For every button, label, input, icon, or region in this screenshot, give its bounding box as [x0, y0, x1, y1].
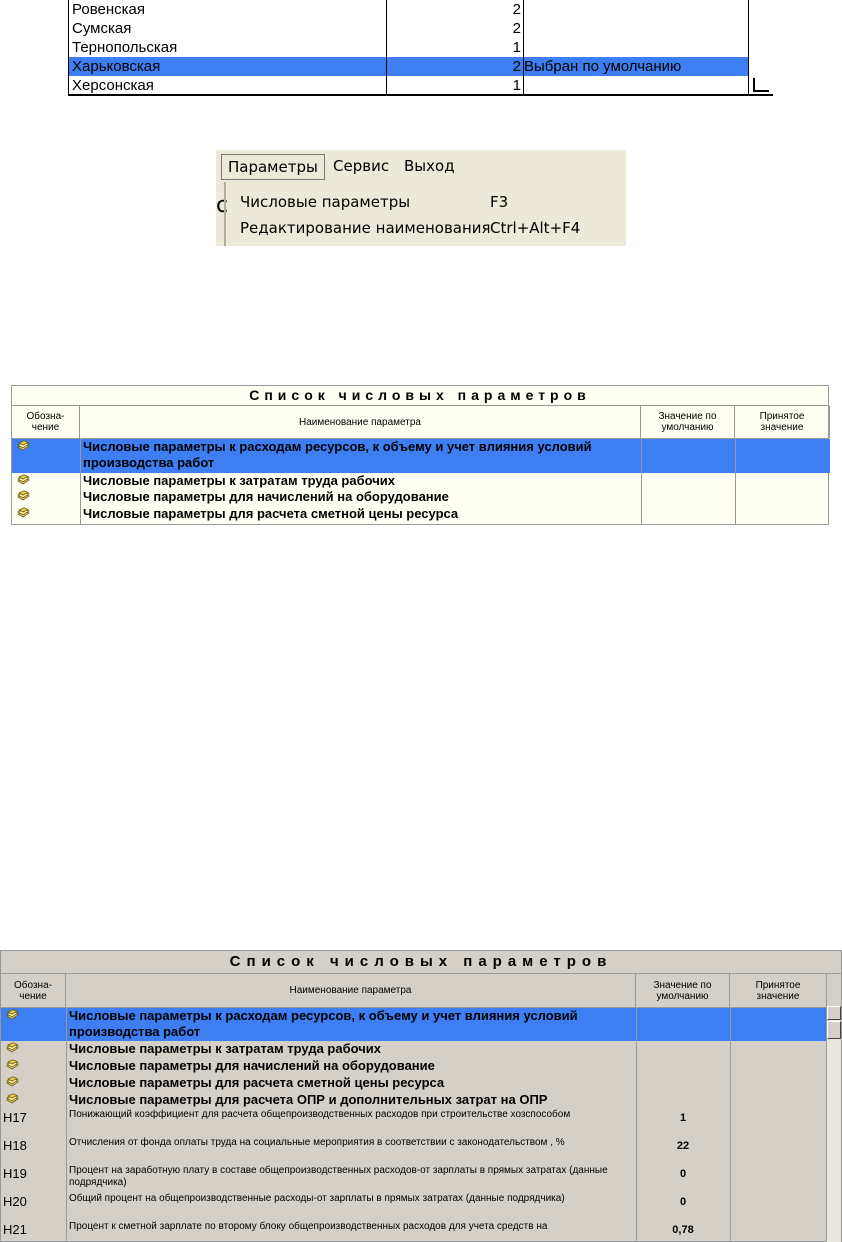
code-cell — [1, 1075, 66, 1092]
accepted-value[interactable] — [730, 1137, 827, 1165]
parameter-row[interactable] — [1, 1109, 827, 1137]
code-cell — [1, 1109, 66, 1137]
region-row[interactable] — [68, 0, 748, 19]
parameter-name: Понижающий коэффициент для расчета общепроизводственных расходов при строительстве хозспособом — [69, 1109, 571, 1120]
code-cell — [12, 489, 80, 506]
header-default[interactable] — [641, 406, 735, 438]
region-name: Херсонская — [72, 77, 154, 94]
accepted-value[interactable] — [730, 1058, 827, 1075]
table-header — [1, 974, 841, 1008]
parameters-table-small — [11, 385, 829, 525]
region-count: 1 — [512, 77, 521, 94]
parameter-name: Общий процент на общепроизводственные расходы-от зарплаты в прямых затратах (данные подрядчика) — [69, 1193, 565, 1204]
default-value — [636, 1075, 730, 1092]
region-name: Сумская — [72, 20, 132, 37]
column-divider — [68, 0, 69, 96]
group-row[interactable] — [12, 506, 830, 523]
parameter-name: Процент к сметной зарплате по второму блоку общепроизводственных расходов для учета средств на — [69, 1221, 548, 1232]
header-accepted[interactable] — [730, 974, 827, 1007]
default-value — [641, 473, 735, 489]
default-value — [641, 506, 735, 523]
code-cell — [1, 1221, 66, 1241]
header-code[interactable] — [12, 406, 80, 438]
column-divider — [636, 1008, 637, 1241]
region-name: Харьковская — [72, 58, 161, 75]
parameter-row[interactable] — [1, 1137, 827, 1165]
parameter-name: Числовые параметры для начислений на оборудование — [83, 489, 449, 504]
region-count: 2 — [512, 20, 521, 37]
header-label: Значение по умолчанию — [658, 411, 717, 433]
column-divider — [730, 1008, 731, 1241]
region-count: 2 — [512, 58, 521, 75]
cut-off-text: с — [216, 193, 229, 218]
accepted-value[interactable] — [735, 489, 830, 506]
parameter-name: Числовые параметры к расходам ресурсов, к объему и учет влияния условий производства работ — [69, 1008, 578, 1039]
menu-item-label: Числовые параметры — [240, 193, 411, 211]
scroll-corner — [753, 78, 769, 92]
parameter-name: Числовые параметры к расходам ресурсов, к объему и учет влияния условий производства работ — [83, 439, 592, 470]
accepted-value[interactable] — [730, 1165, 827, 1193]
group-row[interactable] — [12, 439, 830, 473]
default-value — [636, 1092, 730, 1109]
group-row[interactable] — [1, 1075, 827, 1092]
column-divider — [80, 439, 81, 524]
menu-service[interactable]: Сервис — [333, 157, 390, 175]
header-label: Наименование параметра — [298, 416, 421, 428]
default-value — [641, 439, 735, 473]
parameter-name: Числовые параметры для расчета сметной цены ресурса — [83, 506, 459, 521]
menu-bar — [216, 150, 626, 180]
header-code[interactable] — [1, 974, 66, 1007]
header-name[interactable] — [66, 974, 636, 1007]
group-row[interactable] — [1, 1008, 827, 1041]
table-title: Список числовых параметров — [1, 951, 841, 974]
region-note: Выбран по умолчанию — [524, 58, 682, 75]
parameter-code: Н20 — [3, 1194, 27, 1209]
parameter-name: Процент на заработную плату в составе общепроизводственных расходов-от зарплаты в прямых затратах (данные подрядчика) — [69, 1165, 608, 1188]
region-count: 1 — [512, 39, 521, 56]
menu-item-shortcut: Ctrl+Alt+F4 — [490, 219, 581, 237]
default-value — [636, 1008, 730, 1041]
parameter-name: Числовые параметры для начислений на оборудование — [69, 1058, 435, 1073]
accepted-value[interactable] — [730, 1109, 827, 1137]
parameter-code: Н18 — [3, 1138, 27, 1153]
header-label: Обозна- чение — [14, 979, 52, 1002]
parameter-name: Отчисления от фонда оплаты труда на социальные мероприятия в соответствии с законодательством , % — [69, 1137, 565, 1148]
code-cell — [1, 1193, 66, 1221]
column-divider — [66, 1008, 67, 1241]
region-row[interactable] — [68, 57, 748, 76]
header-default[interactable] — [636, 974, 730, 1007]
list-border — [68, 94, 773, 96]
accepted-value[interactable] — [730, 1221, 827, 1241]
default-value — [641, 489, 735, 506]
default-value: 1 — [679, 1112, 687, 1124]
region-row[interactable] — [68, 38, 748, 57]
accepted-value[interactable] — [735, 473, 830, 489]
accepted-value[interactable] — [730, 1041, 827, 1058]
menu-item-shortcut: F3 — [490, 193, 509, 211]
menu-screenshot — [216, 150, 626, 246]
accepted-value[interactable] — [735, 439, 830, 473]
parameter-row[interactable] — [1, 1221, 827, 1241]
default-value — [636, 1058, 730, 1075]
region-name: Тернопольская — [72, 39, 178, 56]
menu-exit[interactable]: Выход — [404, 157, 455, 175]
code-cell — [1, 1137, 66, 1165]
parameter-name: Числовые параметры для расчета ОПР и дополнительных затрат на ОПР — [69, 1092, 548, 1107]
default-value: 22 — [676, 1140, 690, 1152]
parameter-name: Числовые параметры к затратам труда рабочих — [69, 1041, 381, 1056]
header-label: Принятое значение — [755, 979, 801, 1002]
code-cell — [12, 506, 80, 523]
scroll-thumb[interactable] — [827, 1021, 841, 1039]
group-row[interactable] — [12, 489, 830, 506]
parameter-code: Н17 — [3, 1110, 27, 1125]
vertical-scrollbar[interactable] — [826, 1006, 841, 1242]
parameter-name: Числовые параметры к затратам труда рабочих — [83, 473, 395, 488]
menu-parameters[interactable]: Параметры — [221, 154, 325, 180]
default-value: 0 — [679, 1168, 687, 1180]
code-cell — [12, 473, 80, 489]
code-cell — [12, 439, 80, 473]
code-cell — [1, 1041, 66, 1058]
header-label: Наименование параметра — [289, 985, 412, 996]
default-value: 0,78 — [672, 1224, 694, 1236]
default-value: 0 — [679, 1196, 687, 1208]
header-label: Обозна- чение — [26, 411, 65, 433]
column-divider — [386, 0, 387, 96]
table-title: Список числовых параметров — [12, 386, 828, 406]
parameter-row[interactable] — [1, 1193, 827, 1221]
code-cell — [1, 1092, 66, 1109]
parameter-name: Числовые параметры для расчета сметной цены ресурса — [69, 1075, 445, 1090]
group-row[interactable] — [12, 473, 830, 489]
parameter-row[interactable] — [1, 1165, 827, 1193]
accepted-value[interactable] — [735, 506, 830, 523]
table-body — [1, 1008, 841, 1241]
header-name[interactable] — [80, 406, 641, 438]
accepted-value[interactable] — [730, 1092, 827, 1109]
menu-item-label: Редактирование наименования — [240, 219, 491, 237]
accepted-value[interactable] — [730, 1075, 827, 1092]
scroll-up-button[interactable] — [827, 1006, 841, 1020]
parameters-table-full — [0, 950, 842, 1242]
column-divider — [735, 439, 736, 524]
accepted-value[interactable] — [730, 1193, 827, 1221]
region-row[interactable] — [68, 19, 748, 38]
table-header — [12, 406, 828, 439]
region-scrollbar[interactable] — [748, 0, 773, 96]
region-row[interactable] — [68, 76, 748, 95]
region-count: 2 — [512, 1, 521, 18]
table-body — [12, 439, 828, 524]
group-row[interactable] — [1, 1058, 827, 1075]
group-row[interactable] — [1, 1041, 827, 1058]
code-cell — [1, 1008, 66, 1041]
header-label: Значение по умолчанию — [653, 979, 712, 1002]
parameter-code: Н19 — [3, 1166, 27, 1181]
accepted-value[interactable] — [730, 1008, 827, 1041]
header-accepted[interactable] — [735, 406, 830, 438]
code-cell — [1, 1165, 66, 1193]
header-label: Принятое значение — [759, 411, 805, 433]
region-name: Ровенская — [72, 1, 145, 18]
group-row[interactable] — [1, 1092, 827, 1109]
column-divider — [641, 439, 642, 524]
column-divider — [523, 0, 524, 96]
code-cell — [1, 1058, 66, 1075]
parameter-code: Н21 — [3, 1222, 27, 1237]
default-value — [636, 1041, 730, 1058]
region-list — [68, 0, 773, 96]
